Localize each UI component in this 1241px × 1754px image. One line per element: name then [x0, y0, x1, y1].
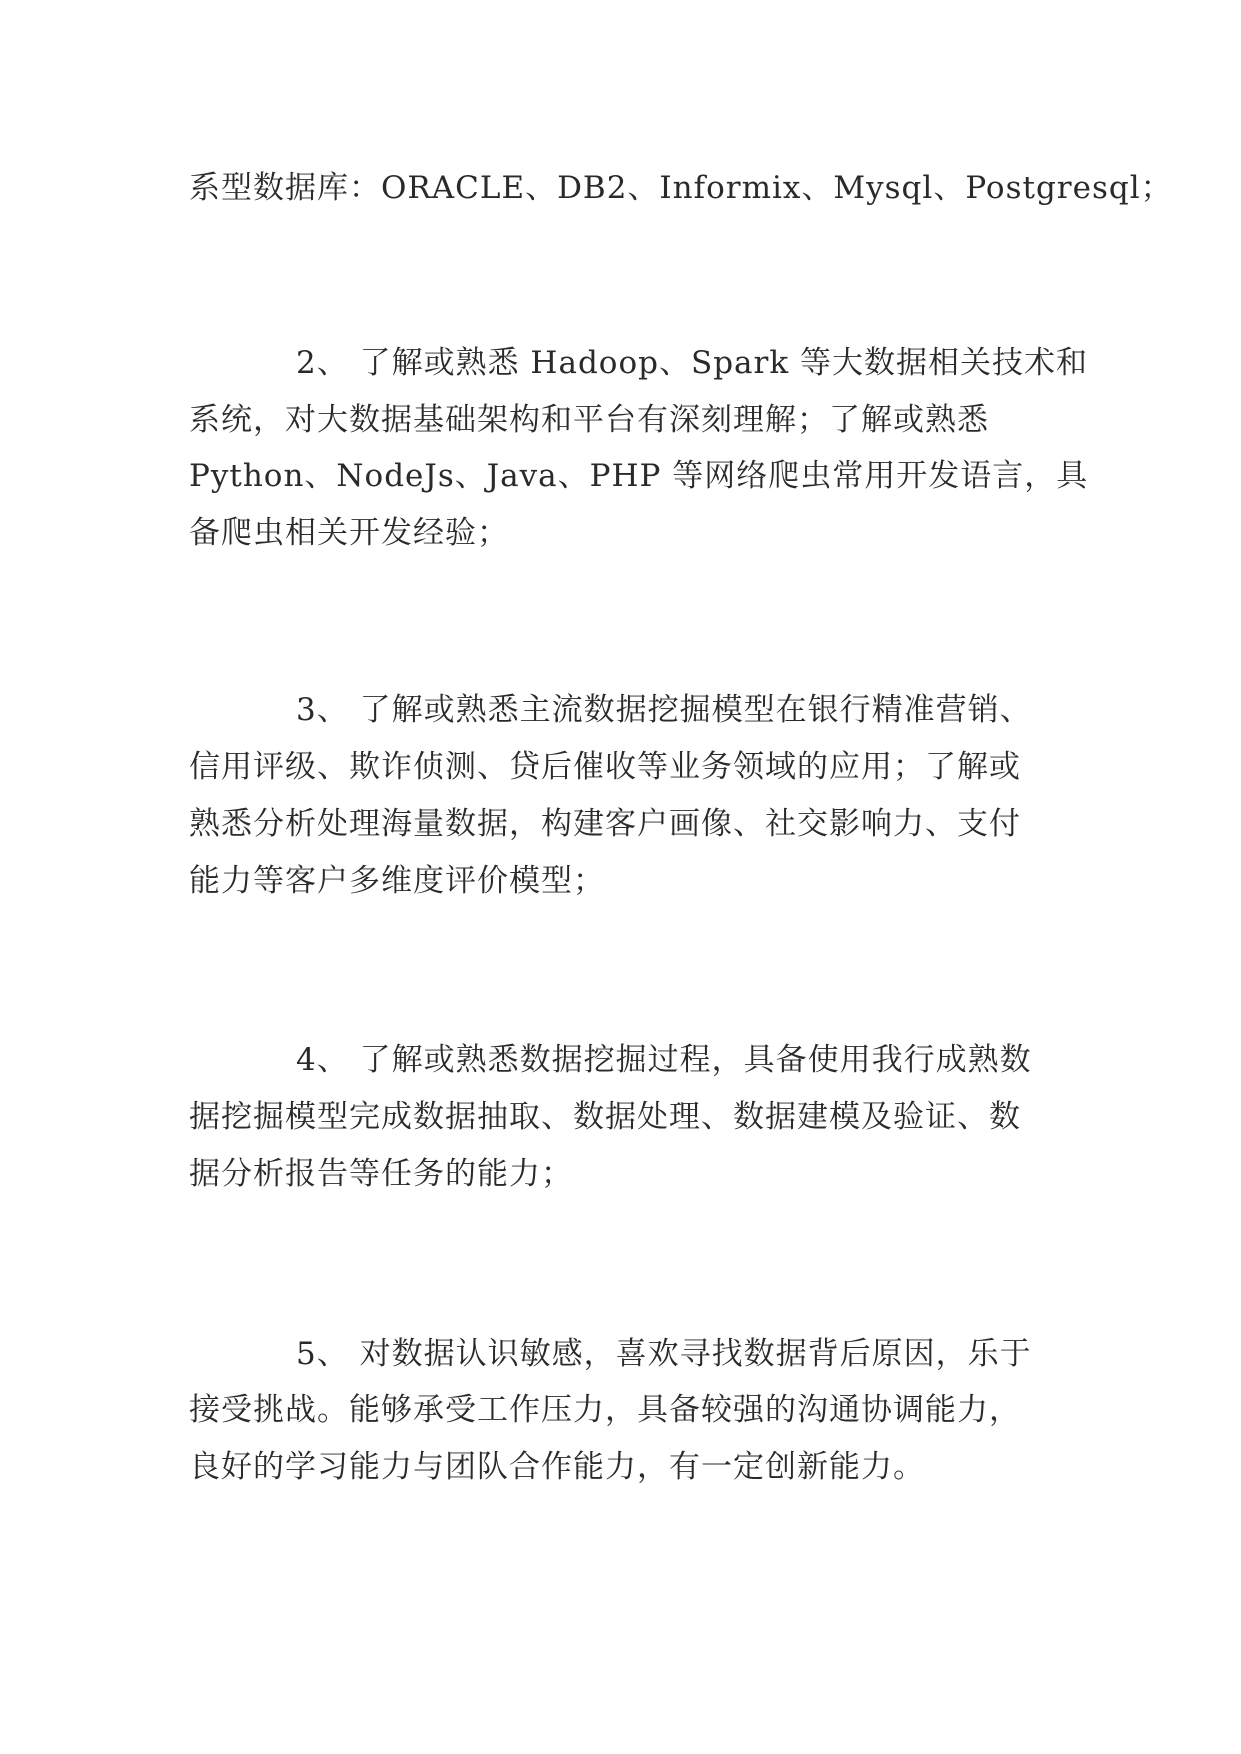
text-line: 良好的学习能力与团队合作能力，有一定创新能力。	[189, 1449, 925, 1485]
text-line: 信用评级、欺诈侦测、贷后催收等业务领域的应用；了解或	[189, 749, 1021, 785]
text-line: 能力等客户多维度评价模型；	[189, 863, 605, 899]
text-line: 接受挑战。能够承受工作压力，具备较强的沟通协调能力，	[189, 1392, 1021, 1428]
text-line: 系型数据库：ORACLE、DB2、Informix、Mysql、Postgresql；	[189, 170, 1173, 206]
text-line: 备爬虫相关开发经验；	[189, 515, 509, 551]
text-line: 4、 了解或熟悉数据挖掘过程，具备使用我行成熟数	[296, 1042, 1032, 1078]
text-line: 据分析报告等任务的能力；	[189, 1156, 573, 1192]
text-line: 3、 了解或熟悉主流数据挖掘模型在银行精准营销、	[296, 692, 1032, 728]
text-line: 系统，对大数据基础架构和平台有深刻理解；了解或熟悉	[189, 402, 989, 438]
text-line: 5、 对数据认识敏感，喜欢寻找数据背后原因，乐于	[296, 1336, 1032, 1372]
text-line: 2、 了解或熟悉 Hadoop、Spark 等大数据相关技术和	[296, 345, 1088, 381]
text-line: 熟悉分析处理海量数据，构建客户画像、社交影响力、支付	[189, 806, 1021, 842]
text-line: Python、NodeJs、Java、PHP 等网络爬虫常用开发语言，具	[189, 458, 1089, 494]
text-line: 据挖掘模型完成数据抽取、数据处理、数据建模及验证、数	[189, 1099, 1021, 1135]
